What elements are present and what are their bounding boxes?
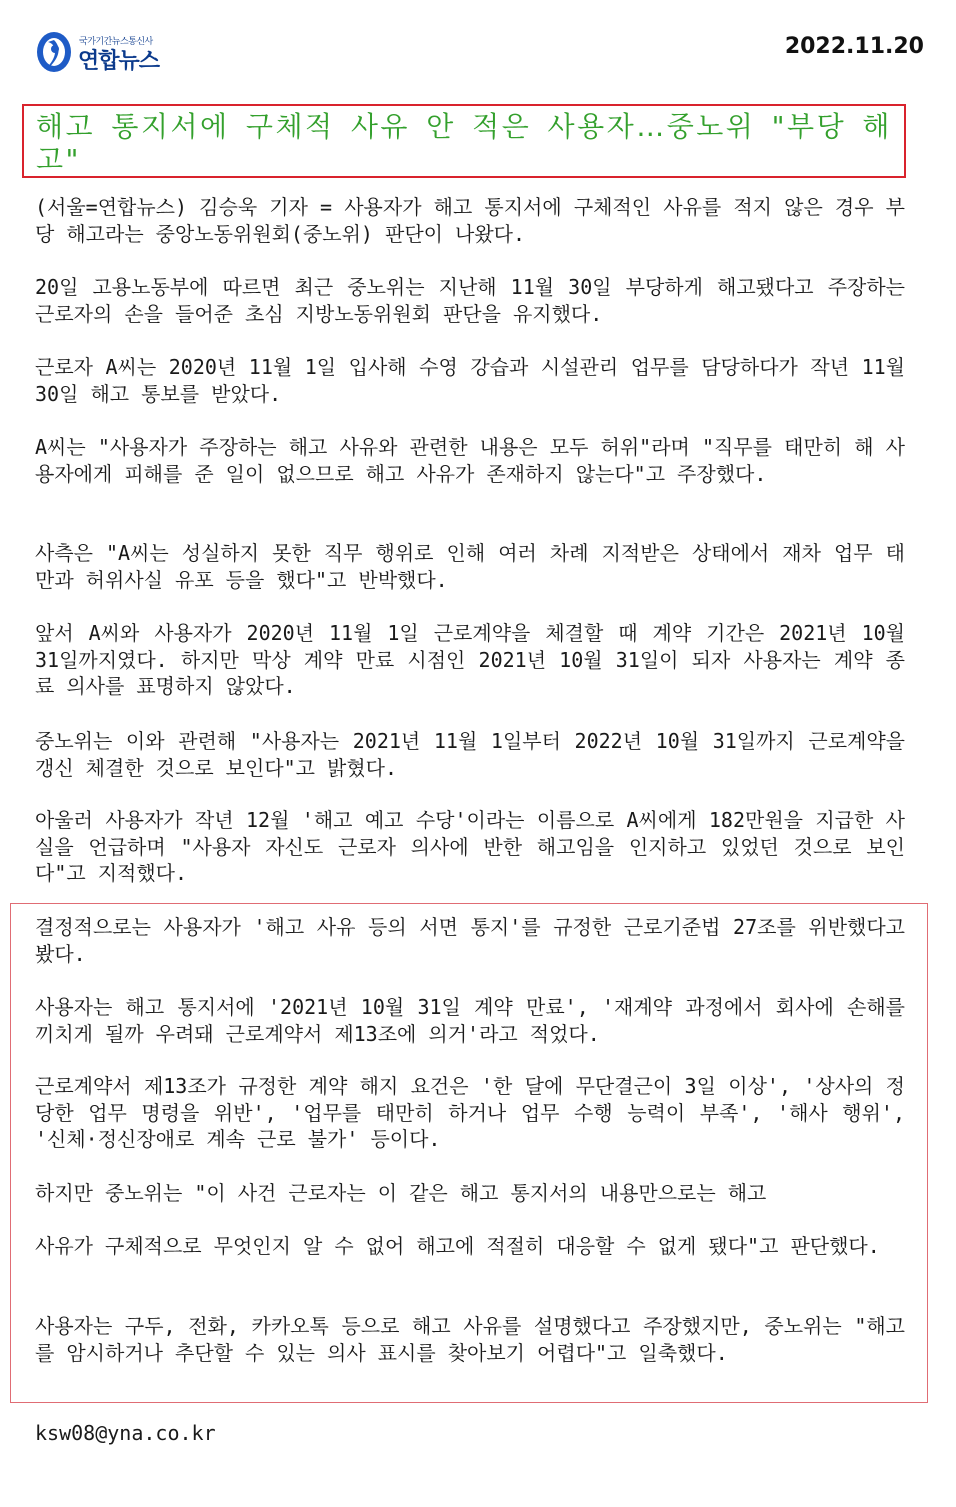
paragraph: 근로자 A씨는 2020년 11월 1일 입사해 수영 강습과 시설관리 업무를 담당하다가 작년 11월 30일 해고 통보를 받았다. [35,355,905,406]
byline-email: ksw08@yna.co.kr [35,1421,216,1445]
paragraph: 20일 고용노동부에 따르면 최근 중노위는 지난해 11월 30일 부당하게 해고됐다고 주장하는 근로자의 손을 들어준 초심 지방노동위원회 판단을 유지했다. [35,275,905,326]
yonhap-logo-icon [34,30,74,74]
headline: 해고 통지서에 구체적 사유 안 적은 사용자…중노위 "부당 해고" [36,110,892,176]
article-date: 2022.11.20 [784,34,924,59]
paragraph-highlighted: 사유가 구체적으로 무엇인지 알 수 없어 해고에 적절히 대응할 수 없게 됐다"고 판단했다. [35,1234,880,1258]
logo-subtitle: 국가기간뉴스통신사 [79,37,153,47]
paragraph: 중노위는 이와 관련해 "사용자는 2021년 11월 1일부터 2022년 10월 31일까지 근로계약을 갱신 체결한 것으로 보인다"고 밝혔다. [35,729,905,780]
paragraph-highlighted: 근로계약서 제13조가 규정한 계약 해지 요건은 '한 달에 무단결근이 3일 이상', '상사의 정당한 업무 명령을 위반', '업무를 태만히 하거나 업무 수행 능력이 부족', '해사 행위', '신체·정신장애로 계속 근로 불가' 등이다. [35,1074,905,1151]
headline-box [22,104,906,178]
paragraph: A씨는 "사용자가 주장하는 해고 사유와 관련한 내용은 모두 허위"라며 "직무를 태만히 해 사용자에게 피해를 준 일이 없으므로 해고 사유가 존재하지 않는다"고 주장했다. [35,435,905,486]
paragraph-highlighted: 하지만 중노위는 "이 사건 근로자는 이 같은 해고 통지서의 내용만으로는 해고 [35,1181,767,1205]
paragraph: 사측은 "A씨는 성실하지 못한 직무 행위로 인해 여러 차례 지적받은 상태에서 재차 업무 태만과 허위사실 유포 등을 했다"고 반박했다. [35,541,905,592]
paragraph-highlighted: 사용자는 구두, 전화, 카카오톡 등으로 해고 사유를 설명했다고 주장했지만, 중노위는 "해고를 암시하거나 추단할 수 있는 의사 표시를 찾아보기 어렵다"고 일축했다. [35,1314,905,1365]
paragraph-highlighted: 결정적으로는 사용자가 '해고 사유 등의 서면 통지'를 규정한 근로기준법 27조를 위반했다고 봤다. [35,915,905,966]
logo-name: 연합뉴스 [78,49,160,74]
yonhap-logo [34,30,184,78]
paragraph-highlighted: 사용자는 해고 통지서에 '2021년 10월 31일 계약 만료', '재계약 과정에서 회사에 손해를 끼치게 될까 우려돼 근로계약서 제13조에 의거'라고 적었다. [35,995,905,1046]
paragraph: 아울러 사용자가 작년 12월 '해고 예고 수당'이라는 이름으로 A씨에게 182만원을 지급한 사실을 언급하며 "사용자 자신도 근로자 의사에 반한 해고임을 인지하고 있었던 것으로 보인다"고 지적했다. [35,808,905,885]
paragraph: 앞서 A씨와 사용자가 2020년 11월 1일 근로계약을 체결할 때 계약 기간은 2021년 10월 31일까지였다. 하지만 막상 계약 만료 시점인 2021년 10월 31일이 되자 사용자는 계약 종료 의사를 표명하지 않았다. [35,621,905,698]
paragraph-lead: (서울=연합뉴스) 김승욱 기자 = 사용자가 해고 통지서에 구체적인 사유를 적지 않은 경우 부당 해고라는 중앙노동위원회(중노위) 판단이 나왔다. [35,195,905,246]
